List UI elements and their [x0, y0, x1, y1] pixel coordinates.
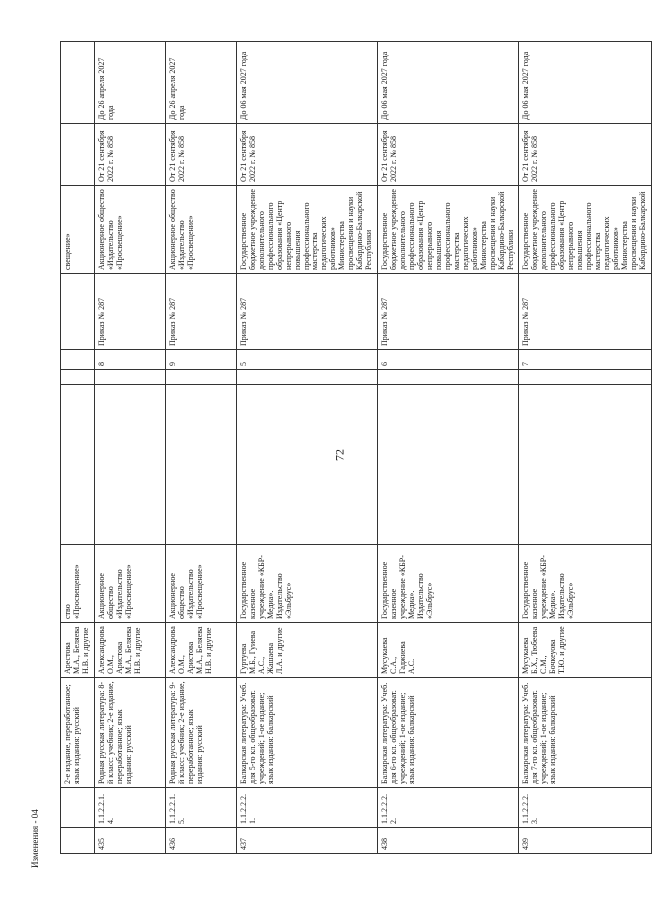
table-cell-code: 1.1.2.2.1.5.: [165, 788, 236, 828]
table-cell-index: 8: [94, 350, 165, 370]
table-cell-publisher: Акционерное общество «Издательство «Просвещение»: [94, 545, 165, 623]
table-cell-until: До 06 мая 2027 года: [378, 42, 519, 124]
table-cell-code: 1.1.2.2.2.1.: [236, 788, 377, 828]
table-cell-order: Приказ № 287: [519, 274, 651, 350]
table-cell-publisher: Государственное казенное учреждение «КБР-Медиа». Издательство «Эльбрус»: [519, 545, 651, 623]
table-cell-publisher: Акционерное общество «Издательство «Просвещение»: [165, 545, 236, 623]
table-cell-empty: [519, 370, 651, 385]
table-cell-empty: [61, 385, 95, 545]
footer-revision-note: Изменения - 04: [30, 809, 40, 868]
table-cell-title: 2-е издание, переработанное; язык издания: русский: [61, 678, 95, 788]
table-cell-until: [61, 42, 95, 124]
table-cell-date: От 21 сентября 2022 г. № 858: [378, 124, 519, 186]
page-number: 72: [332, 449, 347, 461]
table-cell-title: Родная русская литература: 8-й класс: учебник; 2-е издание, переработанное; язык издания: русский: [94, 678, 165, 788]
table-cell-title: Балкарская литература: Учеб. для 7-го кл. общеобразоват. учреждений; 1-ое издание; язык издания: балкарский: [519, 678, 651, 788]
table-cell-org: Государственное бюджетное учреждение дополнительного профессионального образования «Центр непрерывного повышения профессионального мастерства педагогических работников» Министерства просвещения и науки Кабардино-Балкарской Республики: [378, 186, 519, 274]
table-cell-until: До 26 апреля 2027 года: [94, 42, 165, 124]
table-cell-empty: [236, 370, 377, 385]
table-cell-order: Приказ № 287: [378, 274, 519, 350]
table-cell-empty: [378, 385, 519, 545]
table-cell-org: Акционерное общество «Издательство «Просвещение»: [94, 186, 165, 274]
table-row: [94, 42, 165, 854]
table-cell-order: Приказ № 287: [165, 274, 236, 350]
table-cell-code: 1.1.2.2.2.2.: [378, 788, 519, 828]
table-cell-num: 438: [378, 828, 519, 854]
table-cell-empty: [94, 385, 165, 545]
table-cell-num: [61, 828, 95, 854]
table-cell-num: 439: [519, 828, 651, 854]
table-cell-publisher: ство «Просвещение»: [61, 545, 95, 623]
table-cell-order: Приказ № 287: [236, 274, 377, 350]
table-row: [378, 42, 519, 854]
table-cell-until: До 06 мая 2027 года: [236, 42, 377, 124]
table-row-continuation: [61, 42, 95, 854]
table-cell-org: Акционерное общество «Издательство «Просвещение»: [165, 186, 236, 274]
table-cell-date: От 21 сентября 2022 г. № 858: [519, 124, 651, 186]
table-cell-code: [61, 788, 95, 828]
table-cell-index: 9: [165, 350, 236, 370]
table-cell-empty: [165, 385, 236, 545]
table-cell-until: До 26 апреля 2027 года: [165, 42, 236, 124]
table-cell-index: [61, 350, 95, 370]
table-cell-authors: Гуртуева М.Б., Гуиева А.С., Жашаева Л.А. и другие: [236, 623, 377, 678]
table-cell-empty: [519, 385, 651, 545]
table-cell-order: Приказ № 287: [94, 274, 165, 350]
table-cell-num: 435: [94, 828, 165, 854]
table-cell-org: свещение»: [61, 186, 95, 274]
table-cell-publisher: Государственное казенное учреждение «КБР-Медиа». Издательство «Эльбрус»: [236, 545, 377, 623]
table-cell-date: От 21 сентября 2022 г. № 858: [94, 124, 165, 186]
table-cell-title: Балкарская литература: Учеб. для 5-го кл. общеобразоват. учреждений; 1-ое издание; язык издания: балкарский: [236, 678, 377, 788]
table-cell-authors: Мусукаева Б.Х., Тюбеева С.М., Бочкеуова Т.Ю. и другие: [519, 623, 651, 678]
table-row: [236, 42, 377, 854]
table-cell-publisher: Государственное казенное учреждение «КБР-Медиа». Издательство «Эльбрус»: [378, 545, 519, 623]
table-cell-empty: [236, 385, 377, 545]
table-row: [165, 42, 236, 854]
table-cell-index: 6: [378, 350, 519, 370]
table-cell-index: 5: [236, 350, 377, 370]
table-cell-index: 7: [519, 350, 651, 370]
table-cell-authors: Александрова О.М., Аристова М.А., Беляева Н.В. и другие: [165, 623, 236, 678]
table-cell-num: 437: [236, 828, 377, 854]
table-cell-title: Балкарская литература: Учеб. для 6-го кл. общеобразоват. учреждений; 1-ое издание; язык издания: балкарский: [378, 678, 519, 788]
table-cell-authors: Мусукаева С.А., Гаджиева А.С.: [378, 623, 519, 678]
table-cell-org: Государственное бюджетное учреждение дополнительного профессионального образования «Центр непрерывного повышения профессионального мастерства педагогических работников» Министерства просвещения и науки Кабардино-Балкарской: [519, 186, 651, 274]
table-cell-date: От 21 сентября 2022 г. № 858: [236, 124, 377, 186]
table-cell-empty: [94, 370, 165, 385]
table-cell-org: Государственное бюджетное учреждение дополнительного профессионального образования «Центр непрерывного повышения профессионального мастерства педагогических работников» Министерства просвещения и науки Кабардино-Балкарской Республики: [236, 186, 377, 274]
textbook-registry-table: [60, 41, 652, 854]
table-cell-date: От 21 сентября 2022 г. № 858: [165, 124, 236, 186]
table-cell-authors: Арестова М.А., Беляева Н.В. и другие: [61, 623, 95, 678]
table-cell-until: До 06 мая 2027 года: [519, 42, 651, 124]
table-cell-authors: Александрова О.М., Аристова М.А., Беляева Н.В. и другие: [94, 623, 165, 678]
table-row: [519, 42, 651, 854]
table-cell-title: Родная русская литература: 9-й класс: учебник; 2-е издание, переработанное; язык издания: русский: [165, 678, 236, 788]
table-cell-code: 1.1.2.2.1.4.: [94, 788, 165, 828]
table-cell-num: 436: [165, 828, 236, 854]
table-cell-code: 1.1.2.2.2.3.: [519, 788, 651, 828]
table-cell-date: [61, 124, 95, 186]
table-cell-empty: [378, 370, 519, 385]
table-cell-empty: [61, 370, 95, 385]
table-cell-order: [61, 274, 95, 350]
table-cell-empty: [165, 370, 236, 385]
document-table-rotated: [60, 42, 647, 854]
